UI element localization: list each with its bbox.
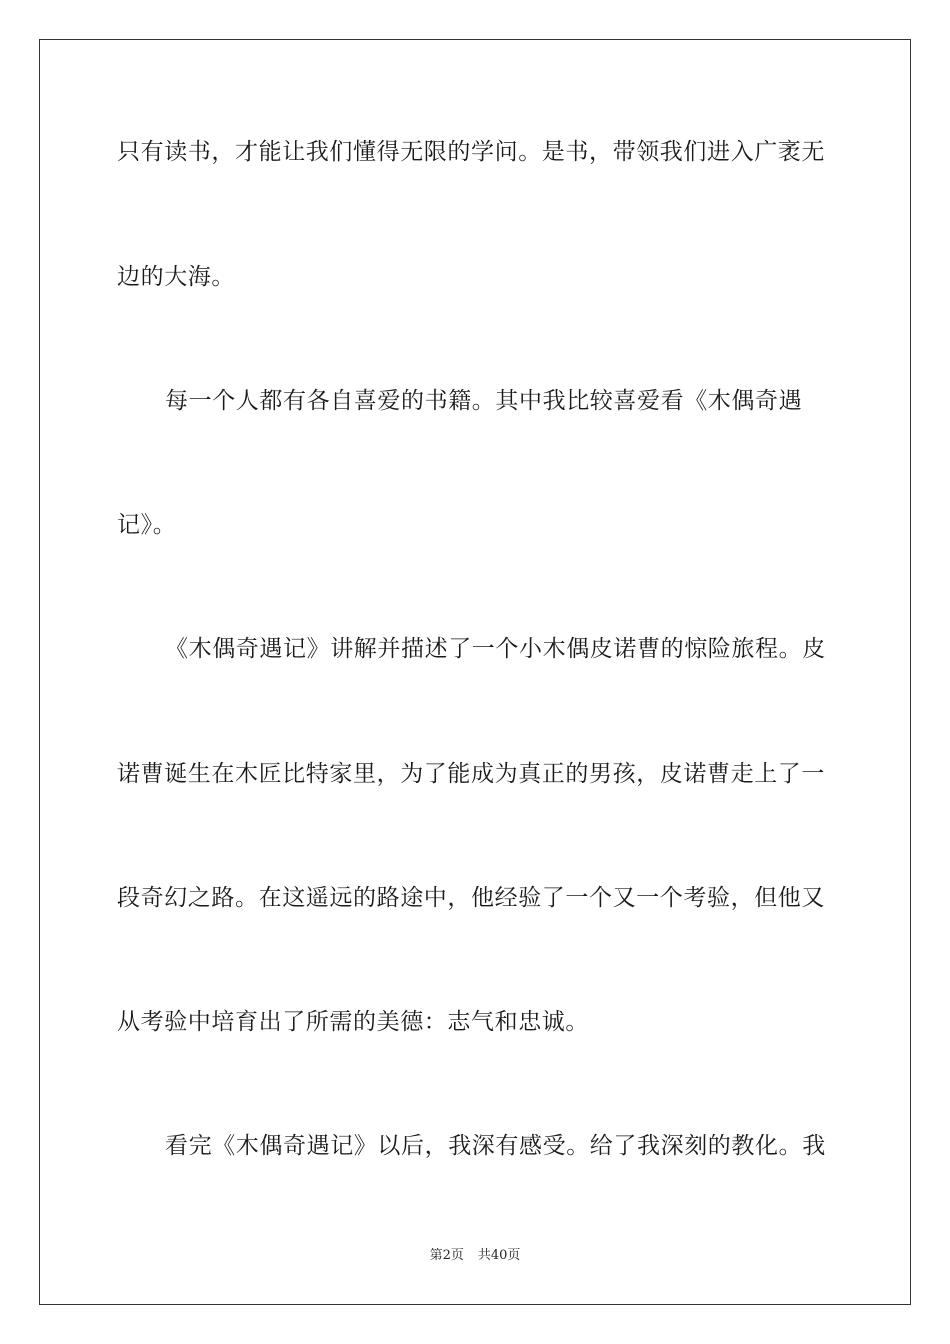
paragraph-line: 《木偶奇遇记》讲解并描述了一个小木偶皮诺曹的惊险旅程。皮: [165, 636, 826, 662]
page-number: 第2页: [429, 1248, 464, 1263]
paragraph-line: 段奇幻之路。在这遥远的路途中，他经验了一个又一个考验，但他又: [117, 885, 825, 911]
paragraph-line: 诺曹诞生在木匠比特家里，为了能成为真正的男孩，皮诺曹走上了一: [117, 761, 825, 787]
page-total: 共40页: [477, 1248, 521, 1263]
page-footer: [0, 1247, 950, 1265]
paragraph-line: 只有读书，才能让我们懂得无限的学问。是书，带领我们进入广袤无: [117, 139, 825, 165]
paragraph-line: 边的大海。: [117, 264, 235, 290]
paragraph-line: 记》。: [117, 512, 177, 538]
paragraph-line: 从考验中培育出了所需的美德：志气和忠诚。: [117, 1009, 589, 1035]
page-border: [39, 39, 911, 1305]
paragraph-line: 看完《木偶奇遇记》以后，我深有感受。给了我深刻的教化。我: [165, 1133, 826, 1159]
paragraph-line: 每一个人都有各自喜爱的书籍。其中我比较喜爱看《木偶奇遇: [165, 388, 803, 414]
